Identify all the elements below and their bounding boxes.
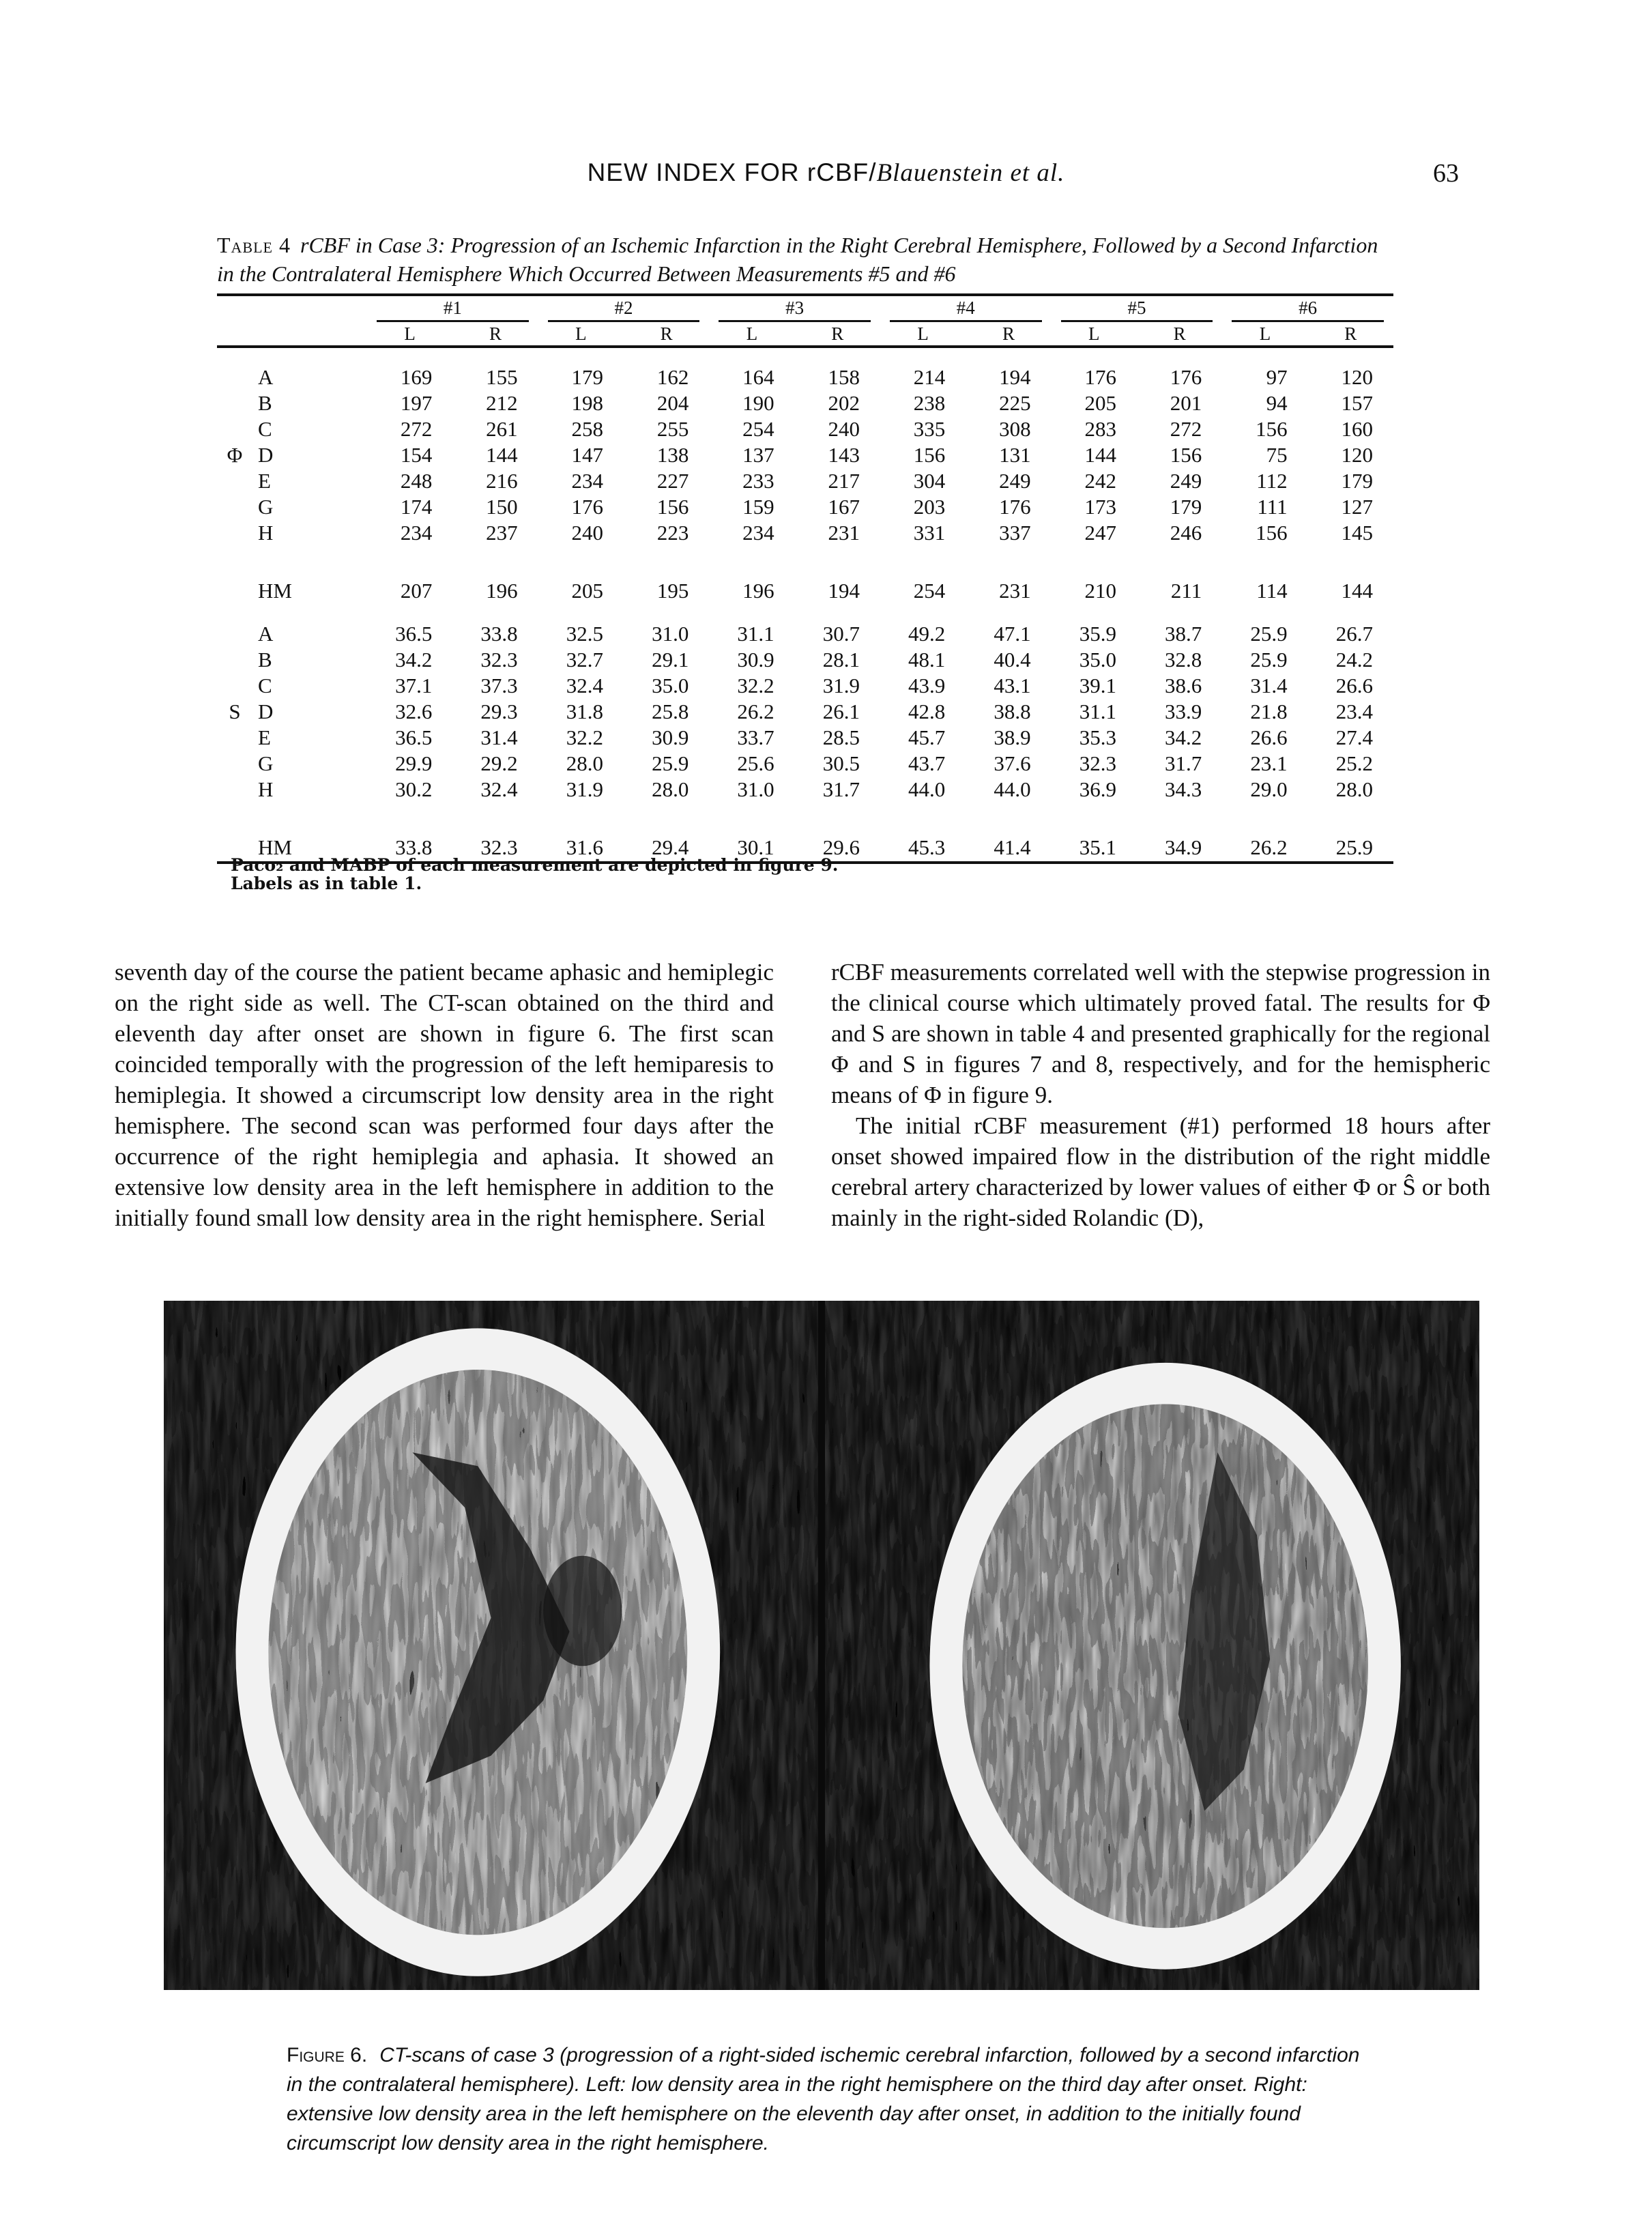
table-cell: 158 [828,365,860,389]
region-label: A [258,622,274,646]
table-row [217,647,1393,673]
measurement-label: #5 [1061,298,1213,322]
page-number: 63 [1433,159,1459,188]
table-cell: 198 [571,391,603,415]
table-cell: 36.9 [1079,777,1116,801]
table-cell: 30.9 [652,725,689,749]
table-cell: 156 [1256,417,1288,441]
table-cell: 47.1 [994,622,1031,646]
table-cell: 337 [999,521,1031,545]
table-cell: 231 [999,579,1031,603]
side-header: L [917,323,929,344]
table-cell: 112 [1256,469,1288,493]
measurement-label: #3 [719,298,871,322]
table-cell: 97 [1266,365,1288,389]
table-row [217,364,1393,390]
table-cell: 38.9 [994,725,1031,749]
region-label: D [258,700,274,723]
table-cell: 29.4 [652,835,689,859]
table-cell: 36.5 [395,622,433,646]
table-cell: 227 [656,469,689,493]
group-symbol [217,364,252,390]
table-cell: 38.6 [1165,674,1202,697]
table-row [217,699,1393,725]
table-cell: 30.1 [737,835,774,859]
side-header: R [489,323,502,344]
table-cell: 37.6 [994,751,1031,775]
region-label: H [258,521,274,545]
table-cell: 201 [1170,391,1202,415]
table-cell: 246 [1170,521,1202,545]
table-cell: 34.3 [1165,777,1202,801]
table-cell: 31.8 [566,700,603,723]
body-column-left [115,957,774,1233]
table-cell: 174 [400,495,433,519]
table-cell: 32.2 [566,725,603,749]
measurement-label: #6 [1232,298,1384,322]
table-cell: 31.1 [1079,700,1116,723]
region-label: E [258,469,271,493]
table-row [217,416,1393,442]
measurement-header [1052,295,1223,322]
region-label: HM [258,579,292,603]
table-cell: 37.3 [480,674,518,697]
table-caption [217,231,1391,288]
region-label: C [258,674,272,697]
measurement-header-row [217,295,1393,322]
table-cell: 26.2 [1250,835,1288,859]
table-cell: 25.9 [652,751,689,775]
group-symbol [217,416,252,442]
table-cell: 31.6 [566,835,603,859]
table-cell: 31.4 [1250,674,1288,697]
table-cell: 34.2 [1165,725,1202,749]
table-cell: 33.8 [395,835,433,859]
table-cell: 225 [999,391,1031,415]
table-cell: 36.5 [395,725,433,749]
table-cell: 304 [913,469,946,493]
body-paragraph: seventh day of the course the patient became aphasic and hemiplegic on the right side as well. The CT-scan obtained on the third and eleventh day after onset are shown in figure 6. The first scan coincided temporally with the progression of the left hemiparesis to hemiplegia. It showed a circumscript low density area in the right hemisphere. The second scan was performed four days after the occurrence of the right hemiplegia and aphasia. It showed an extensive low density area in the left hemisphere in addition to the initially found small low density area in the right hemisphere. Serial [115,959,774,1231]
table-footnotes [231,856,838,893]
group-symbol [217,647,252,673]
rcbf-table [217,293,1393,864]
table-row [217,777,1393,803]
table-cell: 131 [999,443,1031,467]
region-label: D [258,443,274,467]
spacer-cell [217,605,252,621]
table-cell: 49.2 [908,622,946,646]
group-symbol: S [229,700,241,723]
table-cell: 25.8 [652,700,689,723]
table-cell: 43.9 [908,674,946,697]
table-cell: 157 [1341,391,1373,415]
table-cell: 31.0 [652,622,689,646]
table-cell: 31.7 [822,777,860,801]
table-cell: 29.3 [480,700,518,723]
table-cell: 190 [742,391,774,415]
table-cell: 150 [486,495,518,519]
table-cell: 32.8 [1165,648,1202,672]
group-symbol [217,673,252,699]
table-cell: 28.0 [1335,777,1373,801]
table-footnote: Paco₂ and MABP of each measurement are depicted in figure 9. [231,855,839,875]
table-cell: 25.6 [737,751,774,775]
table-cell: 28.0 [566,751,603,775]
table-cell: 234 [742,521,774,545]
table-cell: 31.1 [737,622,774,646]
table-cell: 194 [999,365,1031,389]
figure-caption-text: CT-scans of case 3 (progression of a right-sided ischemic cerebral infarction, followed by a second infarction in the contralateral hemisphere). Left: low density area in the right hemisphere on the third day after onset. Right: extensive low density area in the left hemisphere on the eleventh day after onset, in addition to the initially found circumscript low density area in the right hemisphere. [287,2044,1360,2154]
measurement-label: #2 [548,298,700,322]
table-cell: 48.1 [908,648,946,672]
table-cell: 156 [1256,521,1288,545]
table-cell: 214 [913,365,946,389]
table-cell: 28.0 [652,777,689,801]
table-cell: 240 [828,417,860,441]
table-cell: 42.8 [908,700,946,723]
region-label: B [258,648,272,672]
table-cell: 27.4 [1335,725,1373,749]
table-cell: 248 [400,469,433,493]
table-cell: 21.8 [1250,700,1288,723]
table-cell: 29.2 [480,751,518,775]
table-cell: 167 [828,495,860,519]
measurement-header [709,295,880,322]
table-caption-text: rCBF in Case 3: Progression of an Ischemic Infarction in the Right Cerebral Hemisphere, Followed by a Second Infarction in the Contralateral Hemisphere Which Occurred Between Measurements #5 and #6 [217,233,1378,286]
table-cell: 23.1 [1250,751,1288,775]
table-cell: 35.1 [1079,835,1116,859]
table-cell: 176 [571,495,603,519]
table-cell: 216 [486,469,518,493]
table-cell: 204 [656,391,689,415]
table-cell: 111 [1257,495,1288,519]
table-cell: 44.0 [994,777,1031,801]
table-cell: 169 [400,365,433,389]
table-cell: 32.5 [566,622,603,646]
table-cell: 249 [999,469,1031,493]
table-cell: 160 [1341,417,1373,441]
table-cell: 29.6 [822,835,860,859]
table-cell: 207 [400,579,433,603]
side-header: L [575,323,587,344]
table-cell: 179 [1170,495,1202,519]
table-cell: 32.2 [737,674,774,697]
table-cell: 26.7 [1335,622,1373,646]
table-cell: 249 [1170,469,1202,493]
table-cell: 179 [571,365,603,389]
table-cell: 25.9 [1250,622,1288,646]
group-symbol [217,390,252,416]
measurement-label: #4 [890,298,1042,322]
table-cell: 164 [742,365,774,389]
table-cell: 173 [1084,495,1116,519]
region-label: G [258,751,274,775]
side-header: R [1002,323,1015,344]
spacer-row [217,546,1393,577]
group-symbol [217,520,252,546]
spacer-row [217,605,1393,621]
table-cell: 237 [486,521,518,545]
body-column-right [831,957,1490,1233]
side-header: L [404,323,416,344]
figure-6-ct-scans [164,1301,1479,1990]
table-cell: 94 [1266,391,1288,415]
region-label: C [258,417,272,441]
hemispheric-mean-row [217,577,1393,605]
table-cell: 29.0 [1250,777,1288,801]
table-cell: 34.9 [1165,835,1202,859]
table-cell: 196 [742,579,774,603]
table-cell: 32.6 [395,700,433,723]
table-cell: 231 [828,521,860,545]
table-cell: 196 [486,579,518,603]
table-cell: 33.8 [480,622,518,646]
table-cell: 145 [1341,521,1373,545]
table-cell: 223 [656,521,689,545]
table-cell: 202 [828,391,860,415]
table-row [217,468,1393,494]
group-symbol [217,621,252,647]
table-cell: 258 [571,417,603,441]
table-cell: 30.5 [822,751,860,775]
table-cell: 35.9 [1079,622,1116,646]
group-symbol [217,468,252,494]
table-cell: 335 [913,417,946,441]
spacer-cell [217,546,252,577]
table-cell: 75 [1266,443,1288,467]
spacer-cell [217,347,252,364]
table-cell: 159 [742,495,774,519]
table-cell: 155 [486,365,518,389]
table-row [217,520,1393,546]
body-paragraph: rCBF measurements correlated well with the stepwise progression in the clinical course which ultimately proved fatal. The results for Φ and S are shown in table 4 and presented graphically for the regional Φ and S in figures 7 and 8, respectively, and for the hemispheric means of Φ in figure 9. [831,959,1490,1108]
table-cell: 26.6 [1250,725,1288,749]
table-cell: 144 [1084,443,1116,467]
table-cell: 26.1 [822,700,860,723]
figure-caption [287,2041,1365,2158]
group-symbol [217,494,252,520]
table-row [217,751,1393,777]
table-cell: 29.9 [395,751,433,775]
running-head [0,158,1652,188]
side-header: R [831,323,844,344]
table-row [217,725,1393,751]
table-cell: 120 [1341,365,1373,389]
side-header-row [217,322,1393,347]
measurement-header [1222,295,1393,322]
table-cell: 31.9 [566,777,603,801]
table-cell: 32.3 [480,648,518,672]
table-cell: 147 [571,443,603,467]
table-cell: 179 [1341,469,1373,493]
table-cell: 26.6 [1335,674,1373,697]
table-cell: 233 [742,469,774,493]
spacer-row [217,347,1393,364]
table-cell: 32.7 [566,648,603,672]
table-cell: 205 [1084,391,1116,415]
group-symbol [217,577,252,605]
table-cell: 25.2 [1335,751,1373,775]
table-cell: 283 [1084,417,1116,441]
table-cell: 261 [486,417,518,441]
table-row [217,442,1393,468]
table-cell: 156 [656,495,689,519]
table-row [217,621,1393,647]
table-cell: 242 [1084,469,1116,493]
side-header: R [1344,323,1357,344]
side-header: L [1259,323,1271,344]
ct-scan-left [164,1301,818,1990]
table-cell: 38.7 [1165,622,1202,646]
table-cell: 35.0 [1079,648,1116,672]
body-paragraph: The initial rCBF measurement (#1) performed 18 hours after onset showed impaired flow in the distribution of the right middle cerebral artery characterized by lower values of either Φ or Ŝ or both mainly in the right-sided Rolandic (D), [831,1112,1490,1231]
table-cell: 331 [913,521,946,545]
region-label: B [258,391,272,415]
table-cell: 31.9 [822,674,860,697]
table-cell: 195 [656,579,689,603]
side-header: L [1088,323,1100,344]
table-cell: 34.2 [395,648,433,672]
table-cell: 234 [400,521,433,545]
table-cell: 272 [400,417,433,441]
table-row [217,390,1393,416]
table-cell: 254 [742,417,774,441]
table-cell: 25.9 [1335,835,1373,859]
table-cell: 194 [828,579,860,603]
table-cell: 30.2 [395,777,433,801]
table-cell: 138 [656,443,689,467]
table-cell: 203 [913,495,946,519]
table-cell: 33.7 [737,725,774,749]
table-cell: 40.4 [994,648,1031,672]
table-cell: 211 [1170,579,1202,603]
region-label: E [258,725,271,749]
measurement-header [367,295,538,322]
table-cell: 156 [913,443,946,467]
spacer-cell [217,803,252,834]
table-cell: 30.9 [737,648,774,672]
table-cell: 217 [828,469,860,493]
table-cell: 137 [742,443,774,467]
measurement-header [538,295,710,322]
table-cell: 45.7 [908,725,946,749]
table-cell: 240 [571,521,603,545]
table-cell: 176 [1170,365,1202,389]
table-cell: 234 [571,469,603,493]
region-label: G [258,495,274,519]
table-cell: 308 [999,417,1031,441]
side-header: R [660,323,673,344]
table-row [217,673,1393,699]
table-cell: 156 [1170,443,1202,467]
table-cell: 197 [400,391,433,415]
table-cell: 255 [656,417,689,441]
table-cell: 39.1 [1079,674,1116,697]
figure-label: Figure 6. [287,2044,368,2066]
table-cell: 38.8 [994,700,1031,723]
table-cell: 32.4 [480,777,518,801]
table-cell: 37.1 [395,674,433,697]
ct-scan-left-image [164,1301,818,1990]
table-cell: 30.7 [822,622,860,646]
table-cell: 43.1 [994,674,1031,697]
ct-scan-right-image [825,1301,1479,1990]
measurement-label: #1 [377,298,529,322]
table-cell: 162 [656,365,689,389]
table-cell: 33.9 [1165,700,1202,723]
table-cell: 144 [486,443,518,467]
table-cell: 120 [1341,443,1373,467]
table-row [217,494,1393,520]
running-title-authors: Blauenstein et al. [876,159,1065,187]
table-cell: 176 [999,495,1031,519]
table-cell: 205 [571,579,603,603]
table-cell: 144 [1341,579,1373,603]
side-header: R [1173,323,1186,344]
spacer-row [217,803,1393,834]
table-cell: 32.3 [1079,751,1116,775]
measurement-header [880,295,1052,322]
running-title: NEW INDEX FOR rCBF/ [587,158,877,186]
table-cell: 35.3 [1079,725,1116,749]
region-label: H [258,777,274,801]
table-cell: 28.1 [822,648,860,672]
region-label: HM [258,835,292,859]
table-cell: 26.2 [737,700,774,723]
table-label: Table 4 [217,233,291,257]
ct-scan-right [825,1301,1479,1990]
table-cell: 238 [913,391,946,415]
table-cell: 28.5 [822,725,860,749]
table-cell: 127 [1341,495,1373,519]
table-cell: 114 [1256,579,1288,603]
table-cell: 25.9 [1250,648,1288,672]
table-cell: 24.2 [1335,648,1373,672]
table-cell: 31.4 [480,725,518,749]
group-symbol [217,777,252,803]
table-cell: 143 [828,443,860,467]
group-symbol: Φ [227,443,243,467]
table-cell: 272 [1170,417,1202,441]
table-cell: 29.1 [652,648,689,672]
table-cell: 212 [486,391,518,415]
table-cell: 23.4 [1335,700,1373,723]
group-symbol [217,751,252,777]
table-cell: 31.0 [737,777,774,801]
table-cell: 254 [913,579,946,603]
table-cell: 210 [1084,579,1116,603]
table-cell: 32.4 [566,674,603,697]
table-cell: 35.0 [652,674,689,697]
group-symbol [217,725,252,751]
table-cell: 44.0 [908,777,946,801]
table-cell: 247 [1084,521,1116,545]
table-cell: 31.7 [1165,751,1202,775]
side-header: L [746,323,758,344]
table-footnote: Labels as in table 1. [231,874,422,893]
table-cell: 41.4 [994,835,1031,859]
table-cell: 154 [400,443,433,467]
region-label: A [258,365,274,389]
table-cell: 176 [1084,365,1116,389]
table-cell: 43.7 [908,751,946,775]
table-cell: 32.3 [480,835,518,859]
table-cell: 45.3 [908,835,946,859]
